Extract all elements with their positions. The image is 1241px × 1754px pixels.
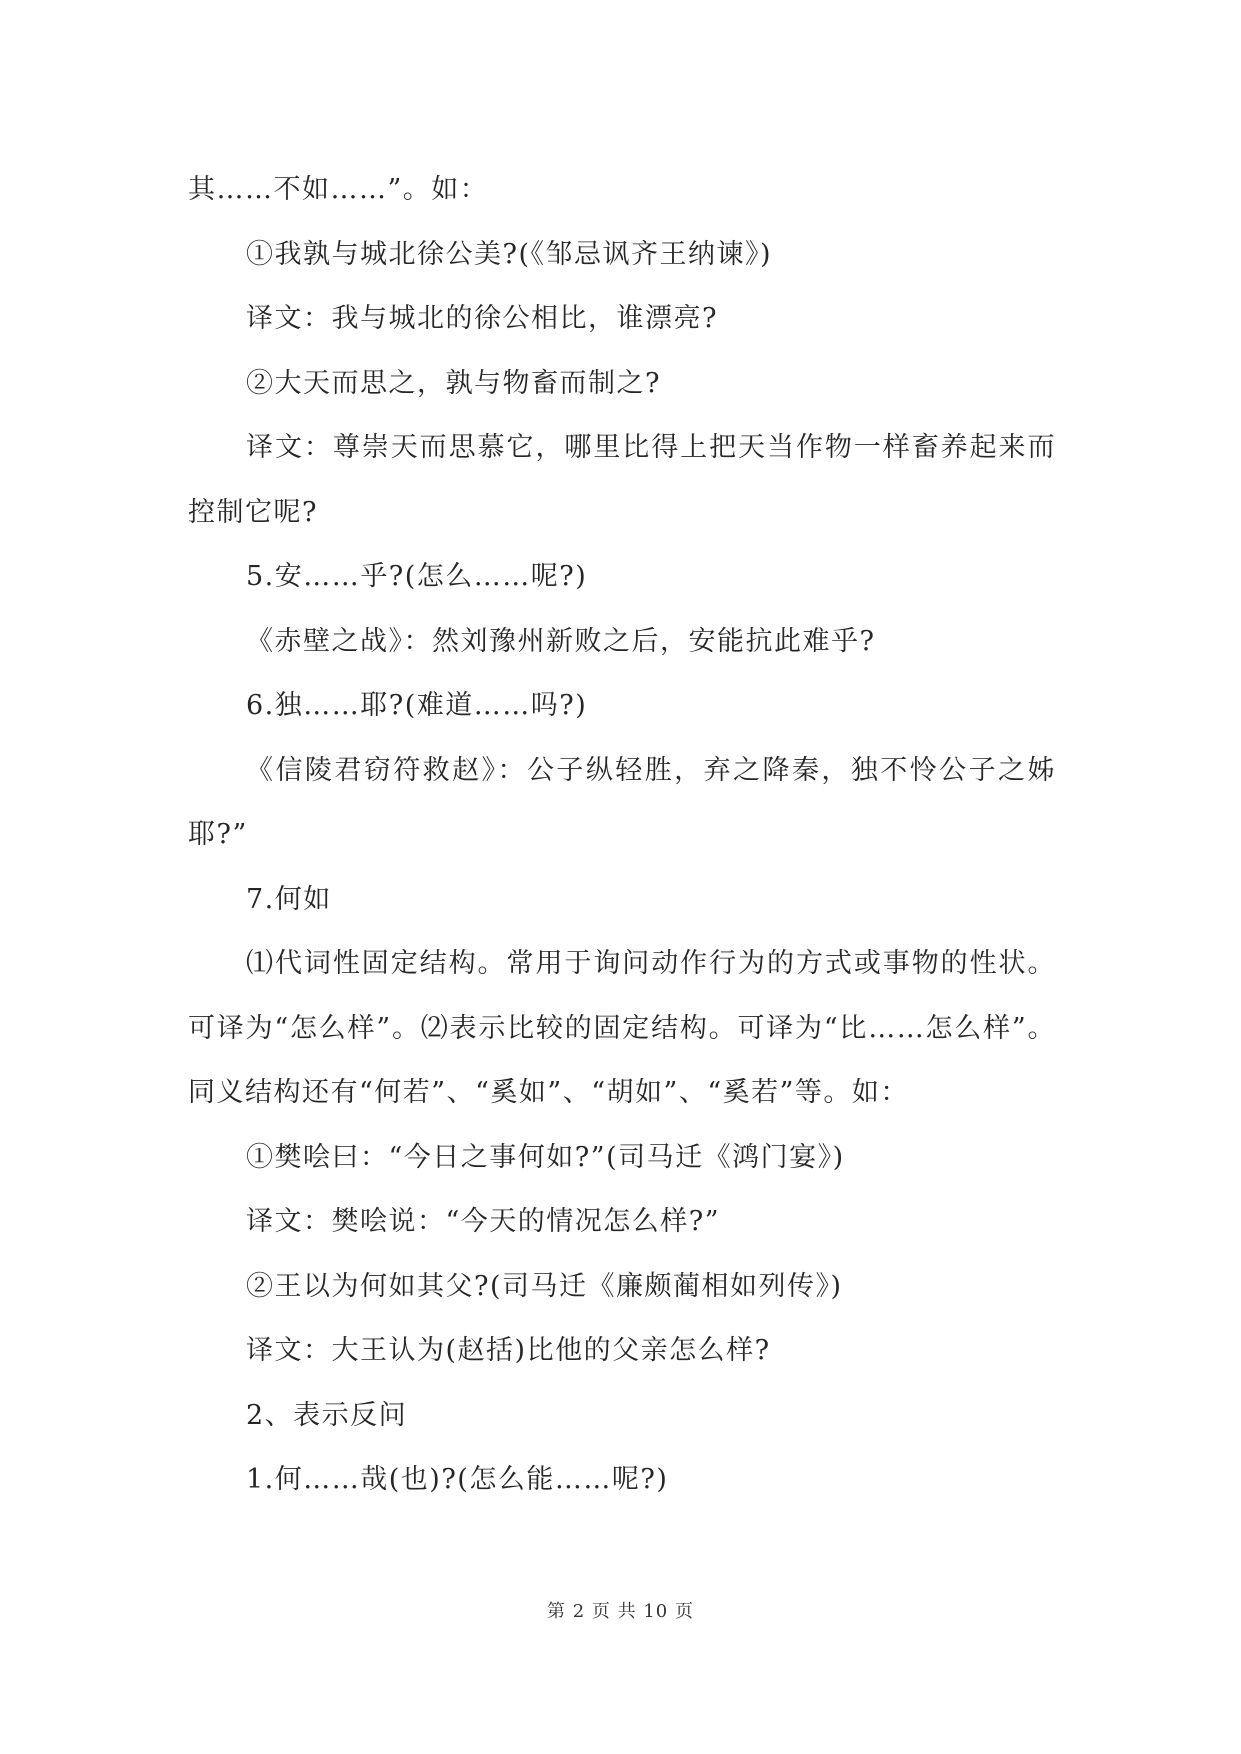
example-sentence: ②王以为何如其父?(司马迁《廉颇蔺相如列传》) [246,1270,843,1302]
example-sentence: ②大天而思之，孰与物畜而制之? [246,367,661,399]
example-sentence: 《赤壁之战》：然刘豫州新败之后，安能抗此难乎? [246,625,876,657]
explanation-paragraph: ⑴代词性固定结构。常用于询问动作行为的方式或事物的性状。可译为“怎么样”。⑵表示比较的固定结构。可译为“比……怎么样”。同义结构还有“何若”、“奚如”、“胡如”、“奚若”等。如： [188,948,1056,1108]
example-sentence: ①我孰与城北徐公美?(《邹忌讽齐王纳谏》) [246,238,773,270]
paragraph: 其……不如……”。如： [188,174,489,205]
section-heading: 5.安……乎?(怎么……呢?) [246,561,588,592]
section-heading: 1.何……哉(也)?(怎么能……呢?) [246,1464,669,1495]
example-sentence: ①樊哙曰：“今日之事何如?”(司马迁《鸿门宴》) [246,1141,845,1173]
document-body [188,158,1056,1513]
page-number-footer: 第 2 页 共 10 页 [547,1601,694,1622]
translation: 译文：樊哙说：“今天的情况怎么样?” [246,1206,721,1237]
translation: 译文：大王认为(赵括)比他的父亲怎么样? [246,1335,771,1366]
section-heading: 7.何如 [246,883,332,915]
section-heading: 2、表示反问 [246,1399,408,1431]
translation: 译文：尊崇天而思慕它，哪里比得上把天当作物一样畜养起来而控制它呢? [188,432,1056,528]
translation: 译文：我与城北的徐公相比，谁漂亮? [246,303,718,334]
example-sentence: 《信陵君窃符救赵》：公子纵轻胜，弃之降秦，独不怜公子之姊耶?” [188,754,1056,850]
section-heading: 6.独……耶?(难道……吗?) [246,690,588,721]
